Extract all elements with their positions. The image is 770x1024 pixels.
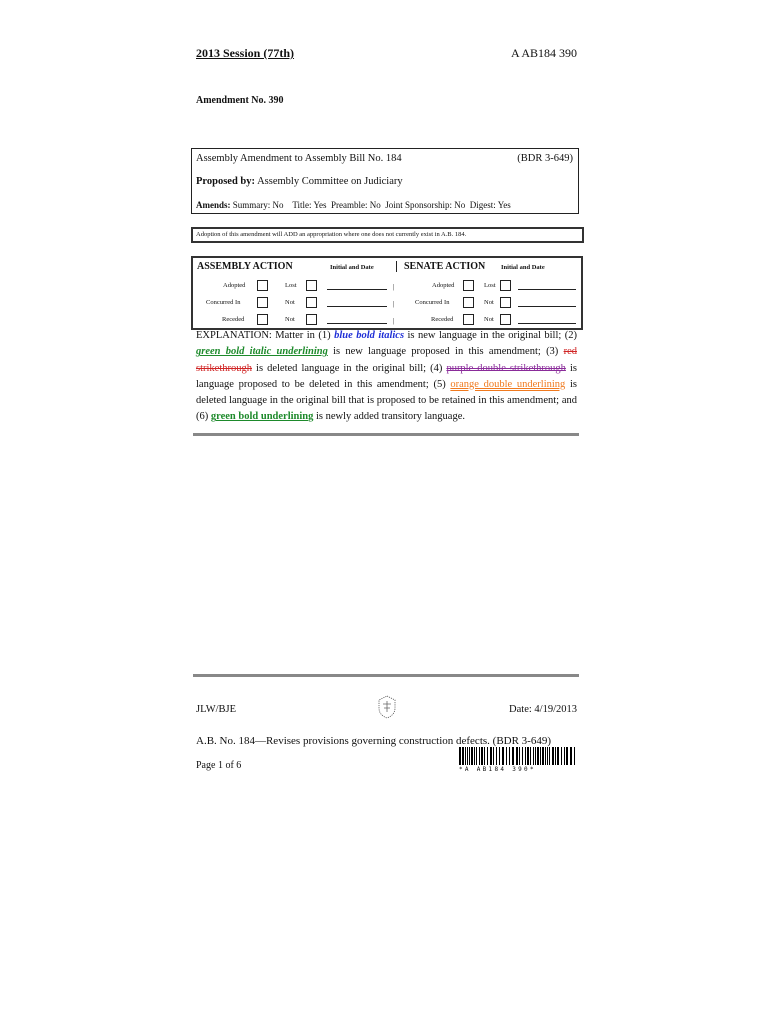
green-bold-underline-sample: green bold underlining <box>210 411 314 423</box>
assembly-adopted-label: Adopted <box>223 282 246 289</box>
barcode-bar <box>530 747 531 765</box>
senate-adopted-label: Adopted <box>432 282 455 289</box>
explanation-paragraph <box>196 328 577 426</box>
senate-lost-label: Lost <box>484 282 496 289</box>
explanation-text: is language proposed to be deleted in this amendment; (5) <box>196 362 577 390</box>
senate-action-title: SENATE ACTION <box>404 261 486 272</box>
senate-initial-line <box>518 323 576 324</box>
barcode-bar <box>545 747 546 765</box>
explanation-text: is deleted language in the original bill; (4) <box>252 362 447 374</box>
barcode-bar <box>564 747 565 765</box>
assembly-not-label: Not <box>285 299 295 306</box>
barcode-bar <box>502 747 504 765</box>
assembly-action-title: ASSEMBLY ACTION <box>197 261 293 272</box>
barcode-bar <box>469 747 470 765</box>
barcode-bar <box>462 747 464 765</box>
senate-receded-label: Receded <box>431 316 454 323</box>
action-box <box>191 256 583 330</box>
green-italic-underline-sample: green bold italic underlining <box>196 346 328 358</box>
barcode-bar <box>549 747 550 765</box>
barcode-bar <box>484 747 485 765</box>
barcode-bar <box>487 747 488 765</box>
barcode-bar <box>499 747 500 765</box>
assembly-initial-date-label: Initial and Date <box>330 264 374 271</box>
assembly-initial-line <box>327 323 387 324</box>
bdr-number: (BDR 3-649) <box>517 153 573 164</box>
barcode-bar <box>570 747 572 765</box>
assembly-receded-label: Receded <box>222 316 245 323</box>
barcode-bar <box>479 747 480 765</box>
barcode-bar <box>493 747 494 765</box>
senate-not-receded-checkbox[interactable] <box>500 314 511 325</box>
amendment-info-box <box>191 148 579 214</box>
senate-adopted-checkbox[interactable] <box>463 280 474 291</box>
proposed-label: Proposed by: <box>196 176 256 187</box>
adoption-notice: Adoption of this amendment will ADD an appropriation where one does not currently exist in A.B. 184. <box>191 227 584 243</box>
barcode-bar <box>566 747 568 765</box>
explanation-text: EXPLANATION: Matter in (1) <box>196 330 335 341</box>
amendment-number: Amendment No. 390 <box>196 95 284 106</box>
divider-rule <box>193 674 579 677</box>
assembly-concurred-label: Concurred In <box>206 299 241 306</box>
senate-initial-date-label: Initial and Date <box>501 264 545 271</box>
bill-title: Assembly Amendment to Assembly Bill No. 184 <box>196 153 402 164</box>
barcode-bar <box>527 747 529 765</box>
barcode-bar <box>533 747 534 765</box>
divider-rule <box>193 433 579 436</box>
barcode-bar <box>476 747 477 765</box>
barcode-bar <box>522 747 523 765</box>
barcode-bar <box>557 747 559 765</box>
assembly-initial-line <box>327 306 387 307</box>
explanation-text: is deleted language in the original bill that is proposed to be retained in this amendment; and (6) <box>196 378 577 423</box>
orange-double-underline-sample: orange double underlining <box>450 378 566 390</box>
senate-not-receded-label: Not <box>484 316 494 323</box>
assembly-not-concurred-checkbox[interactable] <box>306 297 317 308</box>
barcode-bar <box>540 747 541 765</box>
amends-label: Amends: <box>196 200 231 210</box>
barcode-bar <box>496 747 497 765</box>
barcode-bar <box>537 747 539 765</box>
barcode-bar <box>547 747 548 765</box>
senate-concurred-label: Concurred In <box>415 299 450 306</box>
barcode-bar <box>552 747 554 765</box>
barcode-bar <box>519 747 520 765</box>
row-separator: | <box>393 317 395 325</box>
amendment-date: Date: 4/19/2013 <box>509 704 577 715</box>
purple-double-strikethrough-sample: purple double strikethrough <box>446 362 566 374</box>
blue-bold-italics-sample: blue bold italics <box>334 330 405 341</box>
explanation-text: is newly added transitory language. <box>313 411 465 423</box>
row-separator: | <box>393 283 395 291</box>
senate-receded-checkbox[interactable] <box>463 314 474 325</box>
page-number: Page 1 of 6 <box>196 760 242 771</box>
barcode-bar <box>509 747 510 765</box>
barcode-bar <box>535 747 536 765</box>
assembly-lost-checkbox[interactable] <box>306 280 317 291</box>
barcode-bar <box>471 747 473 765</box>
barcode-text: *A AB184 390* <box>459 766 536 773</box>
row-separator: | <box>393 300 395 308</box>
barcode-bar <box>467 747 468 765</box>
state-seal-icon <box>376 694 398 720</box>
assembly-adopted-checkbox[interactable] <box>257 280 268 291</box>
barcode-bar <box>525 747 526 765</box>
barcode-bar <box>542 747 544 765</box>
barcode-bar <box>574 747 575 765</box>
assembly-receded-checkbox[interactable] <box>257 314 268 325</box>
document-id: A AB184 390 <box>510 46 577 60</box>
amends-line <box>196 200 511 210</box>
amends-value: Summary: No Title: Yes Preamble: No Joint Sponsorship: No Digest: Yes <box>232 200 511 210</box>
bill-summary: A.B. No. 184—Revises provisions governing construction defects. (BDR 3-649) <box>196 735 552 747</box>
assembly-initial-line <box>327 289 387 290</box>
senate-concurred-checkbox[interactable] <box>463 297 474 308</box>
barcode-bar <box>481 747 483 765</box>
red-strikethrough-sample: red strikethrough <box>196 346 577 374</box>
proposed-by <box>196 176 403 187</box>
section-divider <box>396 261 397 272</box>
barcode-bar <box>474 747 475 765</box>
assembly-not-receded-label: Not <box>285 316 295 323</box>
assembly-not-receded-checkbox[interactable] <box>306 314 317 325</box>
explanation-text: is new language proposed in this amendment; (3) <box>327 346 564 358</box>
assembly-lost-label: Lost <box>285 282 297 289</box>
barcode-bar <box>561 747 562 765</box>
assembly-concurred-checkbox[interactable] <box>257 297 268 308</box>
explanation-text: is new language in the original bill; (2) <box>404 330 577 341</box>
barcode-bar <box>512 747 514 765</box>
senate-initial-line <box>518 289 576 290</box>
proposed-value: Assembly Committee on Judiciary <box>257 176 403 187</box>
barcode-bar <box>459 747 461 765</box>
session-label: 2013 Session (77th) <box>196 46 295 60</box>
senate-not-concurred-checkbox[interactable] <box>500 297 511 308</box>
barcode-bar <box>465 747 466 765</box>
senate-lost-checkbox[interactable] <box>500 280 511 291</box>
barcode-bar <box>555 747 556 765</box>
barcode-bar <box>506 747 507 765</box>
drafter-initials: JLW/BJE <box>196 704 237 715</box>
barcode-bar <box>490 747 492 765</box>
senate-initial-line <box>518 306 576 307</box>
barcode-bar <box>516 747 518 765</box>
senate-not-label: Not <box>484 299 494 306</box>
barcode-graphic <box>459 747 576 765</box>
